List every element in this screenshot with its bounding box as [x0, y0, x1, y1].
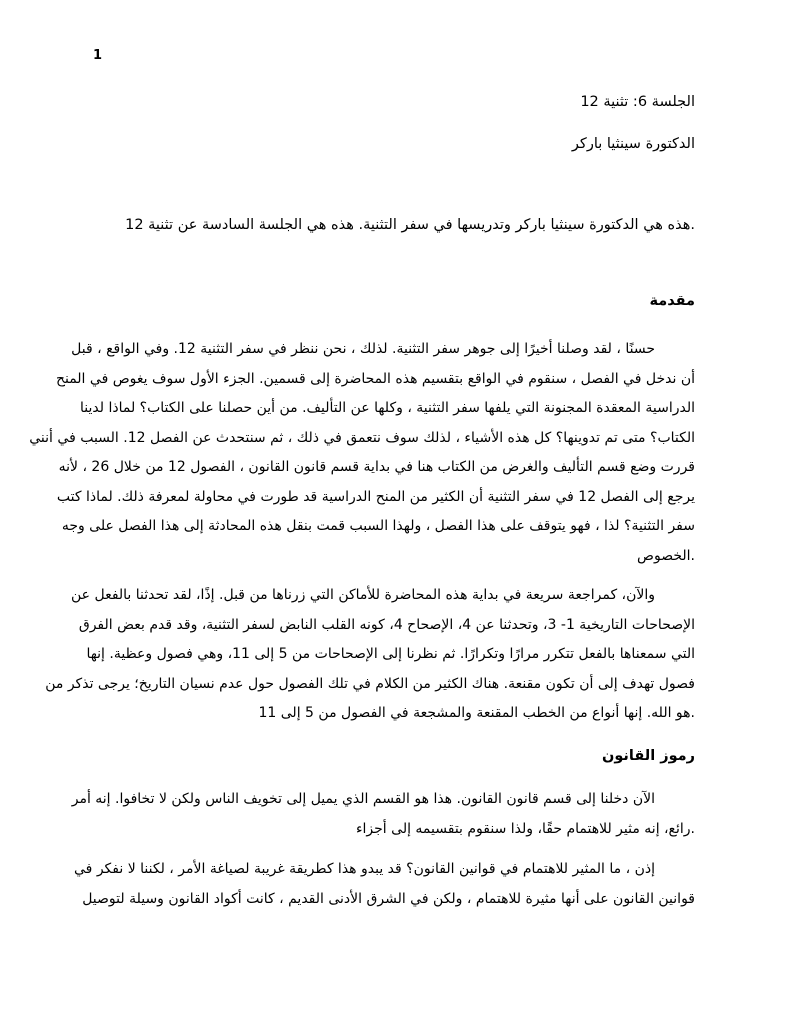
paragraph-line: الآن دخلنا إلى قسم قانون القانون. هذا هو القسم الذي يميل إلى تخويف الناس ولكن لا تخافوا. إنه أمر: [71, 791, 655, 807]
paragraph-line: والآن، كمراجعة سريعة في بداية هذه المحاضرة للأماكن التي زرناها من قبل. إذًا، لقد تحدثنا بالفعل عن: [71, 587, 655, 603]
paragraph-line: التي سمعناها بالفعل تتكرر مرارًا وتكرارًا. ثم نظرنا إلى الإصحاحات من 5 إلى 11، وهي فصول وعظية. إنها: [86, 646, 695, 662]
paragraph-line: .الخصوص: [637, 547, 695, 564]
page-title: الجلسة 6: تثنية 12: [580, 94, 695, 110]
author-name: الدكتورة سينثيا باركر: [571, 136, 695, 152]
paragraph-line: .رائع، إنه مثير للاهتمام حقًا، ولذا سنقوم بتقسيمه إلى أجزاء: [355, 820, 695, 837]
paragraph-line: أن ندخل في الفصل ، سنقوم في الواقع بتقسيم هذه المحاضرة إلى قسمين. الجزء الأول سوف يغوص في المنح: [55, 370, 695, 387]
paragraph-line: الكتاب؟ متى تم تدوينها؟ كل هذه الأشياء ، لذلك سوف نتعمق في ذلك ، ثم سنتحدث عن الفصل 12. السبب في أنني: [29, 429, 695, 446]
paragraph-introduction-2: [45, 581, 695, 729]
paragraph-line: .هو الله. إنها أنواع من الخطب المقنعة والمشجعة في الفصول من 5 إلى 11: [258, 705, 695, 721]
paragraph-line: الدراسية المعقدة المجنونة التي يلفها سفر التثنية ، وكلها عن التأليف. من أين حصلنا على الكتاب؟ لماذا لدينا: [80, 400, 695, 416]
paragraph-line: فصول تهدف إلى أن تكون مقنعة. هناك الكثير من الكلام في تلك الفصول حول عدم نسيان التاريخ؛ يرجى تذكر من: [45, 675, 695, 692]
section-heading-law-codes: رموز القانون: [601, 748, 695, 764]
paragraph-line: إذن ، ما المثير للاهتمام في قوانين القانون؟ قد يبدو هذا كطريقة غريبة لصياغة الأمر ، لكننا لا نفكر في: [74, 861, 655, 877]
paragraph-line: الإصحاحات التاريخية 1- 3، وتحدثنا عن 4، الإصحاح 4، كونه القلب النابض لسفر التثنية، وقد قدم بعض الفرق: [78, 616, 695, 633]
page-number: 1: [93, 48, 103, 63]
paragraph-law-codes-1: [71, 785, 695, 844]
paragraph-line: قوانين القانون على أنها مثيرة للاهتمام ، ولكن في الشرق الأدنى القديم ، كانت أكواد القانون وسيلة لتوصيل: [82, 890, 695, 907]
paragraph-introduction-1: [29, 335, 695, 571]
paragraph-line: حسنًا ، لقد وصلنا أخيرًا إلى جوهر سفر التثنية. لذلك ، نحن ننظر في سفر التثنية 12. وفي الواقع ، قبل: [71, 341, 655, 357]
paragraph-line: يرجع إلى الفصل 12 في سفر التثنية أن الكثير من المنح الدراسية قد طورت في محاولة لمعرفة ذلك. لماذا كتب: [56, 488, 695, 505]
section-heading-introduction: مقدمة: [649, 293, 695, 309]
paragraph-line: سفر التثنية؟ لذا ، فهو يتوقف على هذا الفصل ، ولهذا السبب قمت بنقل هذه المحادثة إلى هذا الفصل على وجه: [61, 518, 695, 534]
paragraph-law-codes-2: [74, 855, 695, 914]
paragraph-line: قررت وضع قسم التأليف والغرض من الكتاب هنا في بداية قسم قانون القانون ، الفصول 12 من خلال 26 ، لأنه: [58, 459, 695, 475]
intro-sentence: .هذه هي الدكتورة سينثيا باركر وتدريسها في سفر التثنية. هذه هي الجلسة السادسة عن تثنية 12: [125, 217, 695, 233]
